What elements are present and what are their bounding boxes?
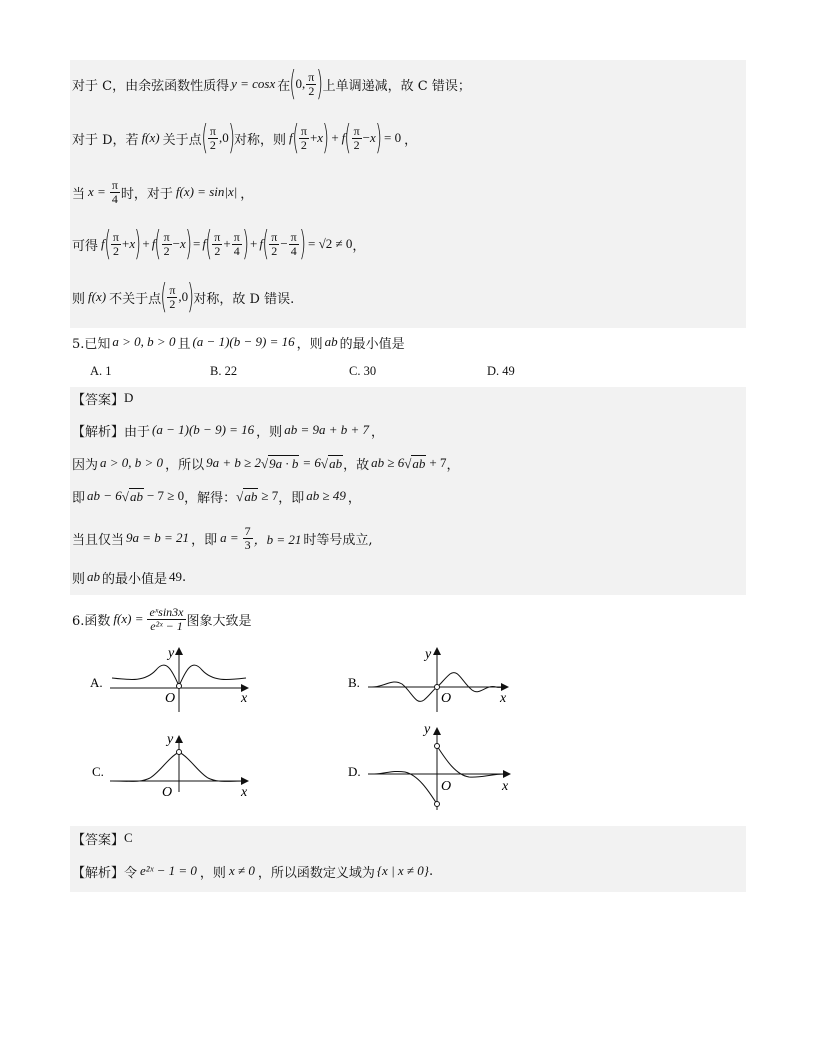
text: ， (240, 186, 254, 202)
num: π (209, 123, 216, 138)
math: ≥ 7 (261, 488, 279, 503)
text: 对称，故 D 错误. (193, 291, 295, 307)
paren: ) (375, 118, 382, 158)
text: 关于点 (162, 132, 202, 148)
graph-c-label: C. (92, 764, 104, 779)
fraction: $\frac{\pi}{2}$ (300, 123, 307, 152)
option-b[interactable]: B. 22 (210, 364, 238, 378)
math: ab ≥ 6 (371, 455, 405, 470)
origin-label: O (441, 691, 452, 706)
radicand: ab (329, 455, 343, 471)
math: ab − 6 (87, 488, 122, 503)
fraction (110, 179, 120, 206)
math-fx: f(x) = (113, 611, 144, 626)
math-func: y = cosx (231, 76, 276, 91)
q5-stem (70, 332, 746, 352)
text: . (182, 569, 187, 585)
q5-analysis-2 (70, 452, 746, 474)
origin-label: O (165, 691, 176, 706)
x-label: x (241, 691, 248, 706)
radicand: ab (244, 488, 258, 504)
text: . (429, 863, 434, 879)
math: ab (87, 569, 101, 584)
solution-line-d4: 则 f(x) 不关于点 ( $\frac{\pi}{2}$ ,0 ) 对称，故 D 错误. (72, 277, 295, 317)
text: 的最小值是 (102, 571, 168, 587)
math: 9a + b ≥ 2 (206, 455, 261, 470)
graph-b-label: B. (348, 675, 360, 690)
text: ，即 (191, 532, 218, 548)
open-point (177, 684, 182, 689)
graph-c[interactable] (92, 732, 248, 800)
analysis-label: 【解析】 (72, 865, 125, 881)
den: 3 (244, 537, 251, 552)
fraction (306, 71, 316, 98)
interval-lo: 0, (295, 76, 306, 91)
num: π (111, 177, 118, 192)
q5-analysis-5 (70, 566, 746, 588)
origin-label: O (162, 785, 173, 800)
pt-y: ,0 (218, 130, 229, 145)
text: ， (371, 424, 385, 440)
math: ab = 9a + b + 7 (284, 422, 370, 437)
y-label: y (168, 646, 175, 661)
x-label: x (502, 779, 509, 794)
radicand: ab (412, 455, 426, 471)
q6-answer (70, 828, 746, 848)
q6-analysis (70, 860, 746, 882)
text: 对称，则 (233, 132, 286, 148)
text: 当 (72, 186, 86, 202)
den: 2 (308, 83, 315, 98)
text: ，所以函数定义域为 (257, 865, 375, 881)
open-point (435, 685, 440, 690)
math: x ≠ 0 (228, 863, 255, 878)
math: a > 0, b > 0 (100, 455, 164, 470)
num: π (308, 69, 315, 84)
math: ab ≥ 49 (306, 488, 346, 503)
text: ， (404, 132, 418, 148)
sqrt: √ ab (121, 488, 143, 504)
math-tail: = √2 ≠ 0 (307, 236, 353, 251)
open-point-top (435, 744, 440, 749)
math: a = (220, 530, 239, 545)
fraction (147, 606, 185, 633)
text: 上单调递减，故 C 错误； (322, 78, 471, 94)
text: 即 (72, 490, 86, 506)
text: 令 (124, 865, 138, 881)
solution-line-c (70, 64, 746, 104)
text: 5.已知 (72, 336, 111, 352)
math: 49 (169, 569, 183, 584)
math-fx: f(x) (141, 130, 160, 145)
text: ，故 (343, 457, 370, 473)
text: ，即 (278, 490, 305, 506)
text: 在 (277, 78, 291, 94)
math: ，b = 21 (253, 531, 302, 547)
den: 2 (209, 137, 216, 152)
sqrt: √ ab (404, 455, 426, 471)
math-x: x = (88, 184, 106, 199)
sqrt: √ ab (320, 455, 343, 471)
fraction: $\frac{\pi}{2}$ (353, 123, 360, 152)
text: 时等号成立, (303, 532, 373, 548)
math-eq: (a − 1)(b − 9) = 16 (192, 334, 295, 349)
paren: ( (344, 118, 352, 158)
graph-d-label: D. (348, 764, 361, 779)
fraction (208, 125, 218, 152)
num: 7 (244, 523, 251, 538)
text: 不关于点 (109, 291, 162, 307)
math-func: f(x) = sin|x| (175, 184, 238, 199)
answer-label: 【答案】 (72, 392, 125, 408)
y-label: y (425, 647, 432, 662)
sqrt: √ 9a · b (261, 455, 299, 471)
q5-analysis-3 (70, 485, 746, 507)
text: 则 (72, 571, 86, 587)
paren: ( (289, 64, 297, 104)
q5-answer (70, 388, 746, 408)
graph-b[interactable] (348, 647, 508, 712)
x-label: x (241, 785, 248, 800)
solution-line-d2 (70, 172, 746, 212)
num: eˣsin3x (149, 604, 184, 619)
text: ，所以 (165, 457, 205, 473)
text: ， (347, 490, 361, 506)
den: e²ˣ − 1 (150, 618, 183, 633)
math: e²ˣ − 1 = 0 (140, 863, 197, 878)
text: ，则 (256, 424, 283, 440)
math-target: ab (324, 334, 338, 349)
y-label: y (167, 732, 174, 747)
fraction (243, 525, 253, 552)
math-fx: f(x) (88, 289, 107, 304)
text: ，则 (199, 865, 226, 881)
solution-line-d1: 对于 D，若 f(x) 关于点 ( $\frac{\pi}{2}$ ,0 ) 对称，则 f ( $\frac{\pi}{2}$ + x ) + f ( $\frac{\pi}{2}$ − x ) = 0 ， (72, 118, 418, 158)
paren: ) (316, 64, 324, 104)
math: {x | x ≠ 0} (376, 863, 430, 878)
den: 4 (111, 191, 118, 206)
math-expr: f (288, 130, 293, 145)
answer-value: D (124, 390, 134, 405)
text: 由于 (124, 424, 151, 440)
text: 时，对于 (120, 186, 173, 202)
text: ， (352, 238, 366, 254)
solution-line-d3: 可得 f ( $\frac{\pi}{2}$ + x ) + f ( $\frac{\pi}{2}$ − x ) = f ( $\frac{\pi}{2}$ + $\frac{\pi}{4}$ ) + f ( $\frac{\pi}{2}$ − $\frac{\pi}{4}$ ) = √2 ≠ 0 ， (72, 224, 366, 264)
paren: ) (228, 118, 235, 158)
radicand: ab (129, 488, 143, 504)
option-c[interactable]: C. 30 (349, 364, 377, 378)
text: ，则 (296, 336, 323, 352)
option-d[interactable]: D. 49 (487, 364, 515, 378)
y-label: y (424, 722, 431, 737)
q5-options (90, 364, 690, 382)
answer-value: C (124, 830, 133, 845)
paren: ( (200, 118, 208, 158)
answer-label: 【答案】 (72, 832, 125, 848)
x-label: x (500, 691, 507, 706)
q5-analysis-4 (70, 518, 746, 558)
text: 的最小值是 (339, 336, 405, 352)
text: 图象大致是 (186, 613, 252, 629)
q5-analysis-1 (70, 420, 746, 440)
open-point-bottom (435, 802, 440, 807)
math-cond: a > 0, b > 0 (112, 334, 176, 349)
math: 9a = b = 21 (126, 530, 190, 545)
graph-d[interactable] (348, 722, 510, 810)
open-point (177, 750, 182, 755)
text: 且 (177, 336, 191, 352)
text: 6.函数 (72, 613, 111, 629)
q6-graphs (0, 640, 816, 820)
text: 当且仅当 (72, 532, 125, 548)
curve-d-left (372, 771, 437, 804)
text: 对于 D，若 (72, 132, 139, 148)
sqrt: √ ab (236, 488, 258, 504)
radicand: 9a · b (269, 455, 299, 471)
math: + 7 (429, 455, 447, 470)
paren: ( (291, 118, 299, 158)
math: − 7 ≥ 0 (146, 488, 185, 503)
math: (a − 1)(b − 9) = 16 (152, 422, 255, 437)
text: ，解得： (184, 490, 237, 506)
curve-d-right (437, 746, 506, 777)
text: 则 (72, 291, 86, 307)
text: 对于 C，由余弦函数性质得 (72, 78, 230, 94)
text: 因为 (72, 457, 99, 473)
q6-stem (70, 600, 746, 638)
paren: ) (322, 118, 330, 158)
option-a[interactable]: A. 1 (90, 364, 112, 378)
analysis-label: 【解析】 (72, 424, 125, 440)
text: 可得 (72, 238, 99, 254)
graph-a[interactable] (90, 646, 248, 712)
text: ， (446, 457, 460, 473)
origin-label: O (441, 779, 452, 794)
graph-a-label: A. (90, 675, 103, 690)
math: = 6 (302, 455, 321, 470)
